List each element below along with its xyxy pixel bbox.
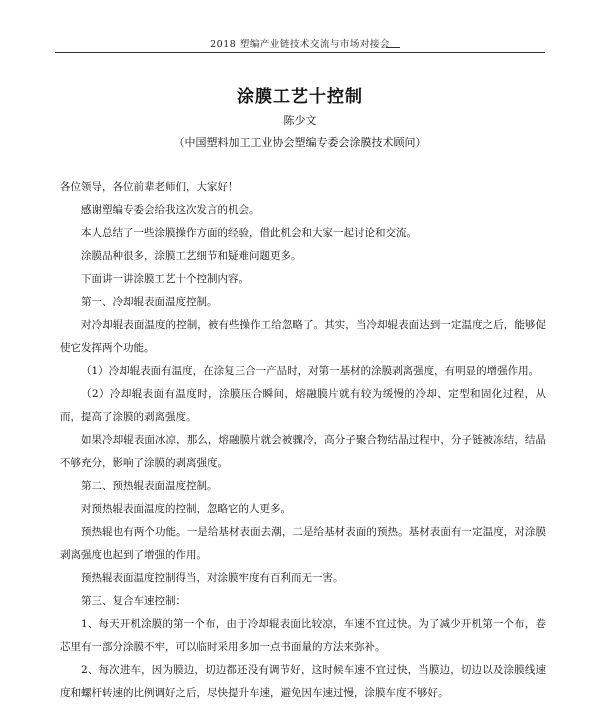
header-rule [55,52,545,53]
paragraph: 如果冷却辊表面冰凉，那么，熔融膜片就会被骤冷，高分子聚合物结晶过程中，分子链被冻结，结晶不够充分，影响了涂膜的剥离强度。 [60,434,546,469]
document-author: 陈少文 [283,114,317,127]
paragraph: 涂膜品种很多，涂膜工艺细节和疑难问题更多。 [81,250,302,262]
paragraph: 对预热辊表面温度的控制，忽略它的人更多。 [81,503,291,515]
paragraph: 预热辊也有两个功能。一是给基材表面去潮，二是给基材表面的预热。基材表面有一定温度，对涂膜剥离强度也起到了增强的作用。 [60,526,546,561]
document-title: 涂膜工艺十控制 [237,87,363,107]
paragraph: 1、每天开机涂膜的第一个布，由于冷却辊表面比较凉，车速不宜过快。为了减少开机第一个布，卷芯里有一部分涂膜不牢，可以临时采用多加一点书面量的方法来弥补。 [60,618,546,653]
paragraph-greeting: 各位领导，各位前辈老师们，大家好！ [60,181,239,193]
section-heading: 第二、预热辊表面温度控制。 [81,480,218,492]
paragraph: 2、每次进车，因为膜边，切边都还没有调节好，这时候车速不宜过快，当膜边，切边以及涂膜线速度和螺杆转速的比例调好之后，尽快提升车速，避免因车速过慢，涂膜车度不够好。 [60,664,546,699]
paragraph: 本人总结了一些涂膜操作方面的经验，借此机会和大家一起讨论和交流。 [81,227,417,239]
paragraph: 预热辊表面温度控制得当，对涂膜牢度有百利而无一害。 [81,572,344,584]
document-body [60,176,546,705]
header-mark [386,47,400,48]
section-heading: 第一、冷却辊表面温度控制。 [81,296,218,308]
section-heading: 第三、复合车速控制： [81,595,186,607]
paragraph: （2）冷却辊表面有温度时，涂膜压合瞬间，熔融膜片就有较为缓慢的冷却、定型和固化过程，从而，提高了涂膜的剥离强度。 [60,388,546,423]
paragraph: 对冷却辊表面温度的控制，被有些操作工给忽略了。其实，当冷却辊表面达到一定温度之后，能够促使它发挥两个功能。 [60,319,546,354]
paragraph: 感谢塑编专委会给我这次发言的机会。 [81,204,260,216]
paragraph: 下面讲一讲涂膜工艺十个控制内容。 [81,273,249,285]
paragraph: （1）冷却辊表面有温度，在涂复三合一产品时，对第一基材的涂膜剥离强度，有明显的增强作用。 [81,365,540,377]
document-affiliation: （中国塑料加工工业协会塑编专委会涂膜技术顾问） [173,136,427,149]
running-header: 2018 塑编产业链技术交流与市场对接会 [210,39,390,50]
